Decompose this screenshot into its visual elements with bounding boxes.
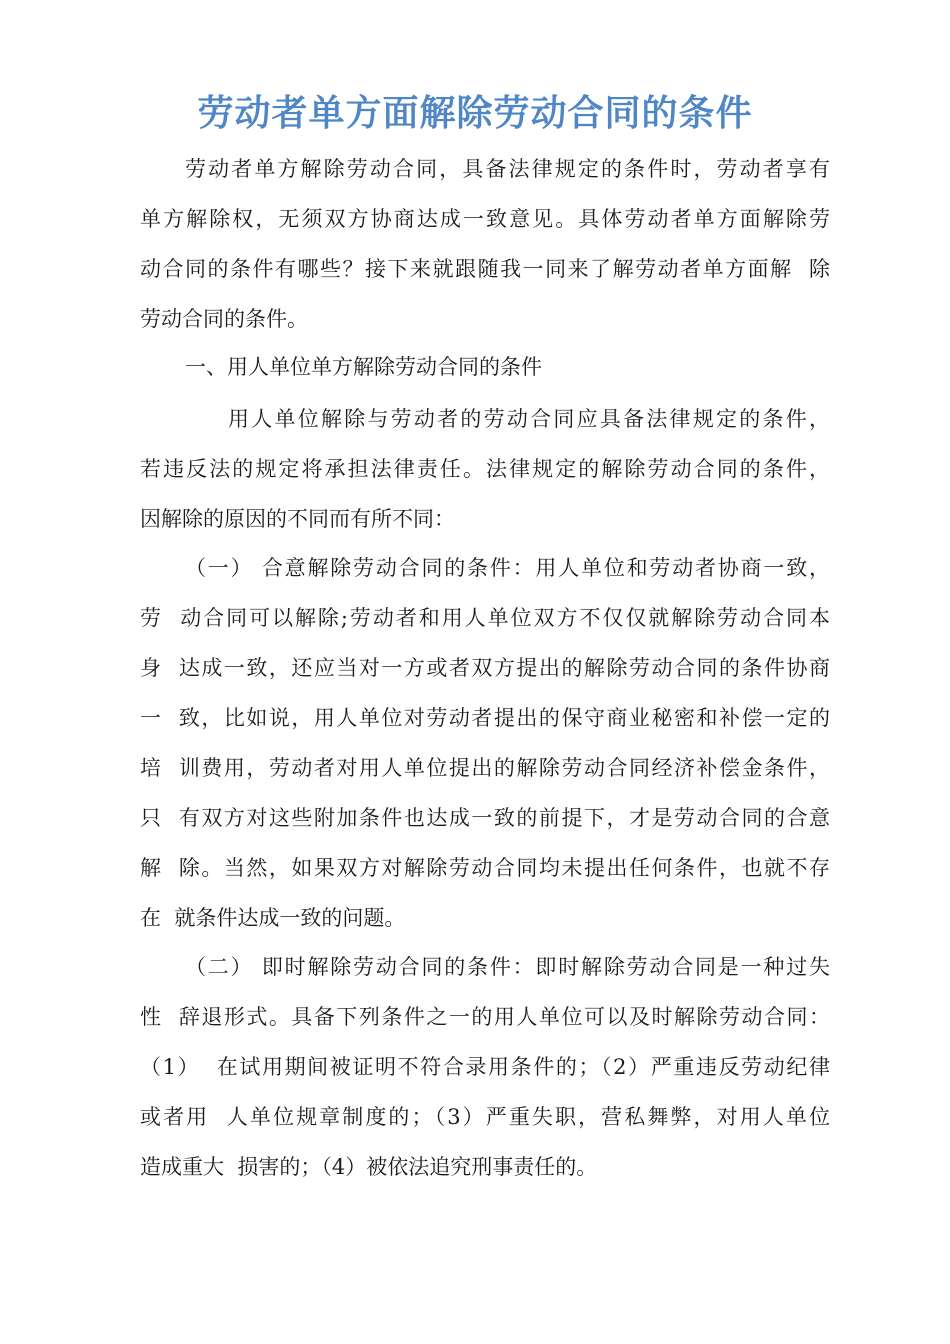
paragraph-line: 单方解除权，无须双方协商达成一致意见。具体劳动者单方面解除劳: [140, 207, 830, 231]
paragraph-line: 性 辞退形式。具备下列条件之一的用人单位可以及时解除劳动合同：: [140, 1005, 830, 1029]
paragraph-line: （1） 在试用期间被证明不符合录用条件的；（2）严重违反劳动纪律: [140, 1055, 830, 1079]
paragraph-line: 培 训费用，劳动者对用人单位提出的解除劳动合同经济补偿金条件，: [140, 756, 830, 780]
paragraph-line: （一） 合意解除劳动合同的条件：用人单位和劳动者协商一致，: [185, 556, 830, 580]
paragraph-line: 一 致，比如说，用人单位对劳动者提出的保守商业秘密和补偿一定的: [140, 706, 830, 730]
document-title: 劳动者单方面解除劳动合同的条件: [197, 92, 753, 134]
paragraph-line: 因解除的原因的不同而有所不同：: [140, 507, 455, 531]
paragraph-line: 或者用 人单位规章制度的；（3）严重失职，营私舞弊，对用人单位: [140, 1105, 830, 1129]
section-heading: 一、用人单位单方解除劳动合同的条件: [185, 355, 542, 379]
paragraph-line: 劳动者单方解除劳动合同，具备法律规定的条件时，劳动者享有: [185, 157, 830, 181]
paragraph-line: 用人单位解除与劳动者的劳动合同应具备法律规定的条件，: [228, 407, 830, 431]
paragraph-line: 劳动合同的条件。: [140, 307, 308, 331]
paragraph-line: 解 除。当然，如果双方对解除劳动合同均未提出任何条件，也就不存: [140, 856, 830, 880]
paragraph-line: 动合同的条件有哪些？接下来就跟随我一同来了解劳动者单方面解 除: [140, 257, 830, 281]
paragraph-line: 若违反法的规定将承担法律责任。法律规定的解除劳动合同的条件，: [140, 457, 830, 481]
paragraph-line: 身 达成一致，还应当对一方或者双方提出的解除劳动合同的条件协商: [140, 656, 830, 680]
paragraph-line: 劳 动合同可以解除;劳动者和用人单位双方不仅仅就解除劳动合同本: [140, 606, 830, 630]
paragraph-line: 在 就条件达成一致的问题。: [140, 906, 406, 930]
paragraph-line: 造成重大 损害的；（4）被依法追究刑事责任的。: [140, 1155, 598, 1179]
paragraph-line: （二） 即时解除劳动合同的条件：即时解除劳动合同是一种过失: [185, 955, 830, 979]
paragraph-line: 只 有双方对这些附加条件也达成一致的前提下，才是劳动合同的合意: [140, 806, 830, 830]
